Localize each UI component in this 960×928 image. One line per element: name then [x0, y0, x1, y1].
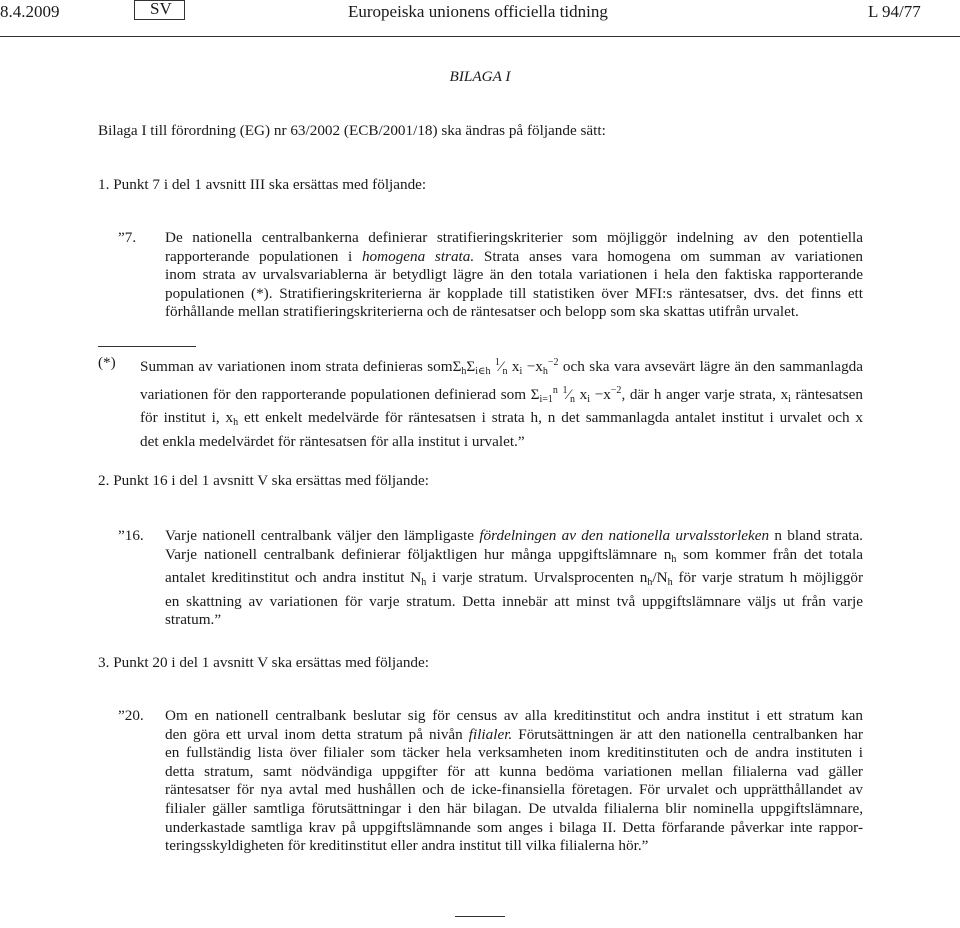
item1-paragraph — [165, 229, 863, 322]
item3-number: ”20. — [118, 707, 144, 724]
footnote-marker: (*) — [98, 354, 116, 371]
page-reference: L 94/77 — [868, 2, 921, 21]
annex-intro: Bilaga I till förordning (EG) nr 63/2002 (ECB/2001/18) ska ändras på följande sätt: — [98, 122, 606, 139]
footnote-line: det enkla medelvärdet för räntesatsen för alla institut i urvalet.” — [140, 432, 525, 450]
item1-heading: 1. Punkt 7 i del 1 avsnitt III ska ersättas med följande: — [98, 176, 427, 193]
footnote-line: för institut i, $x_h$ ett enkelt medelvärde för räntesatsen i strata h, n det sammanlagda antalet institut i urvalet och x — [140, 409, 864, 429]
footnote-rule — [98, 346, 196, 347]
item2-line: antalet kreditinstitut och andra institut $N_h$ i varje stratum. Urvalsprocenten $n_h/N_h$ för varje stratum h möjliggör — [165, 569, 864, 589]
item1-line: De nationella centralbankerna definierar stratifieringskriterier som möjliggör indelning av den potentiella — [165, 229, 863, 246]
item2-line: Varje nationell centralbank definierar följaktligen hur många uppgiftslämnare $n_h$ som kommer från det totala — [165, 545, 863, 565]
item2-heading: 2. Punkt 16 i del 1 avsnitt V ska ersättas med följande: — [98, 472, 429, 489]
item1-line: populationen (*). Stratifieringskriterierna är kopplade till statistiken över MFI:s räntesatser, dvs. det finns ett — [165, 284, 863, 302]
item1-number: ”7. — [118, 229, 137, 246]
footnote-text — [140, 354, 863, 451]
item2-paragraph — [165, 527, 863, 630]
item3-line: en fullständig lista över filialer som täcker hela verksamheten inom kreditinstituten och de andra instituten i — [165, 744, 863, 762]
item3-line: filialer gäller samtliga förutsättningar i den här bilagan. De utvalda filialerna blir nominella uppgiftslämnare, — [165, 799, 863, 817]
item3-line: räntesatser för nya avtal med hushållen och de icke-finansiella företagen. För urvalet och upprätthållandet av — [165, 781, 863, 799]
language-code: SV — [150, 0, 172, 18]
item2-line: stratum.” — [165, 611, 222, 629]
end-rule — [455, 916, 505, 917]
item2-line: en skattning av variationen för varje stratum. Detta innebär att minst två uppgiftslämnare väljs ut från varje — [165, 592, 863, 610]
header-rule — [0, 36, 960, 37]
item3-heading: 3. Punkt 20 i del 1 avsnitt V ska ersättas med följande: — [98, 654, 429, 671]
footnote-line: variationen för den rapporterande populationen definierad som $\Sigma_{i=1}^n$ $^1⁄_n$ $x_i -x^{-2}$, där h anger varje strata, $x_i$ räntesatsen — [140, 384, 864, 405]
item3-line: Om en nationell centralbank beslutar sig för census av alla kreditinstitut och andra institut i ett stratum kan — [165, 707, 863, 724]
item1-line: förhållande mellan stratifieringskriterierna och de räntesatser och belopp som ska skattas utifrån urvalet. — [165, 303, 799, 321]
journal-title: Europeiska unionens officiella tidning — [348, 2, 608, 21]
item1-line: rapporterande populationen i homogena strata. Strata anses vara homogena om summan av variationen — [165, 247, 864, 265]
item3-line: teringsskyldigheten för kreditinstitut eller andra institut till vilka filialerna hör.” — [165, 837, 649, 855]
item1-line: inom strata av urvalsvariablerna är betydligt lägre än den totala variationen i hela den faktiska rapporterande — [165, 266, 863, 284]
item3-line: underkastade samtliga krav på uppgiftslämnande som anges i bilaga II. Detta förfarande påverkar inte rappor- — [165, 818, 863, 836]
item2-line: Varje nationell centralbank väljer den lämpligaste fördelningen av den nationella urvalsstorleken n bland strata. — [165, 527, 863, 544]
item3-line: detta stratum, samt nödvändiga uppgifter för att kunna bedöma variationen mellan filialerna vad gäller — [165, 762, 863, 780]
item2-number: ”16. — [118, 527, 144, 544]
item3-line: den göra ett urval inom detta stratum på nivån filialer. Förutsättningen är att den nationella centralbanken har — [165, 725, 863, 743]
publication-date: 8.4.2009 — [0, 2, 60, 21]
item3-paragraph — [165, 707, 863, 856]
footnote-line: Summan av variationen inom strata definieras $som\Sigma_h\Sigma_{i\in h}$ $^1⁄_n$ $x_i -x_h^{-2}$ och ska vara avsevärt lägre än den sammanlagda — [140, 357, 864, 377]
annex-title: BILAGA I — [449, 68, 511, 85]
